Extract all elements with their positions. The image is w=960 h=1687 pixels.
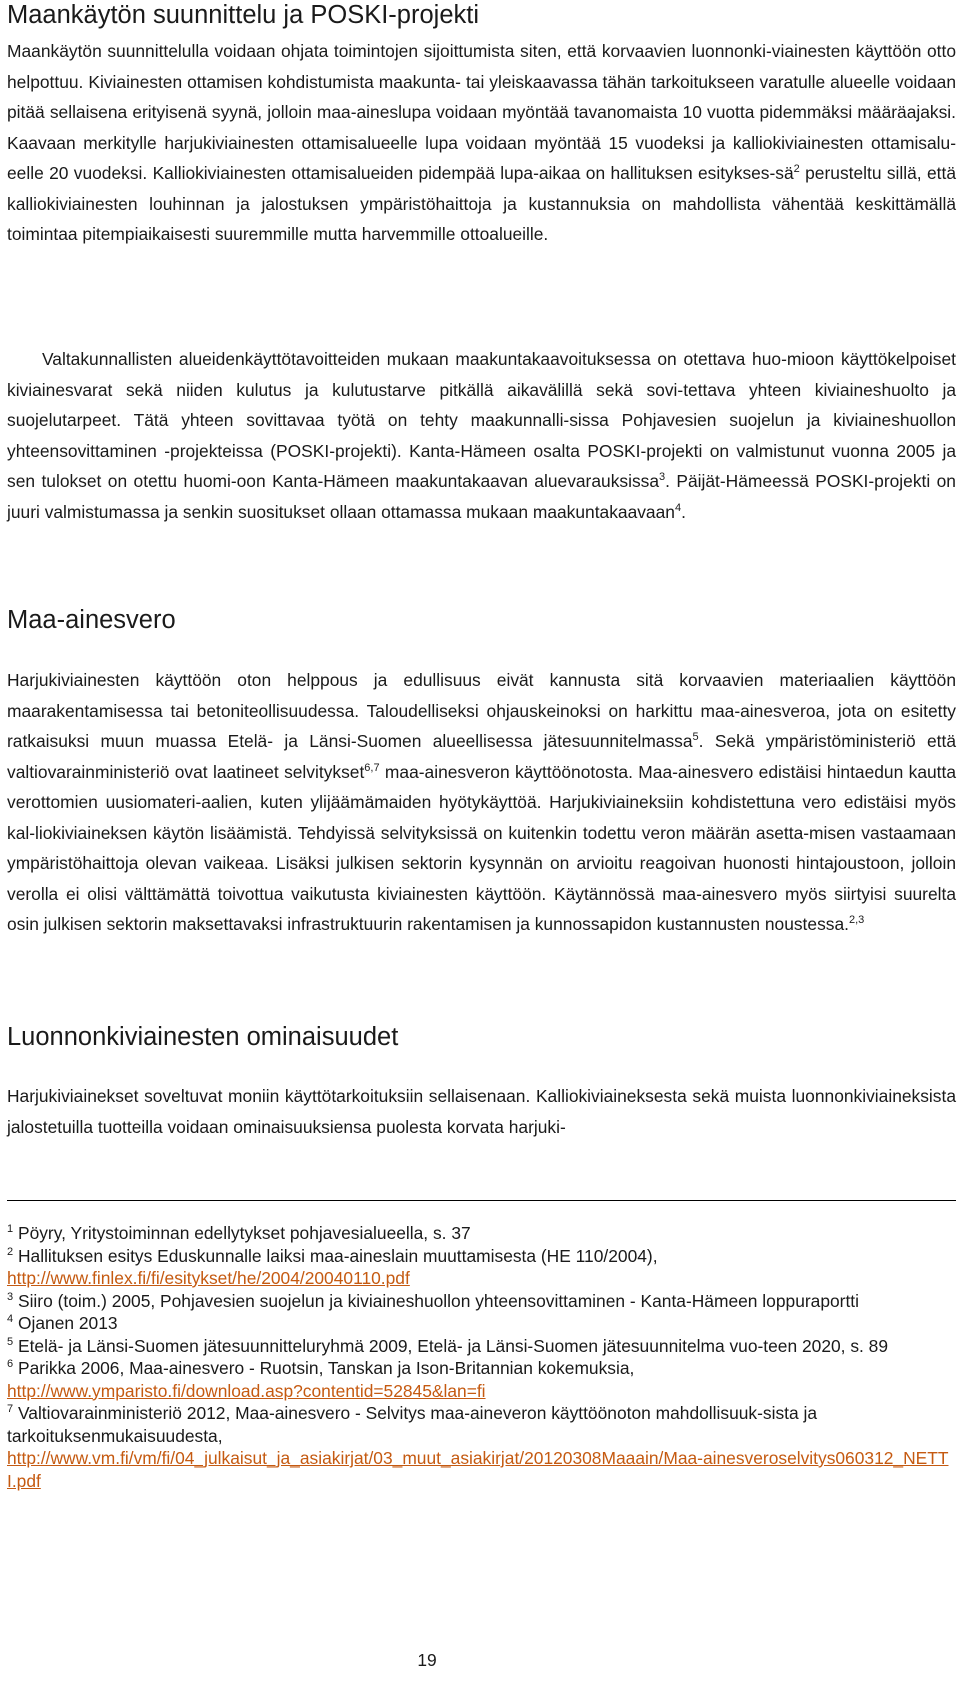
text-run: . Sekä ympäristöministeriö että valtiovarainministeriö ovat laatineet selvitykset	[7, 731, 956, 782]
footnote-2	[7, 1245, 956, 1290]
footnote-ref: 5	[692, 731, 699, 743]
footnote-3	[7, 1290, 956, 1313]
section-heading-poski: Maankäytön suunnittelu ja POSKI-projekti	[7, 1, 479, 29]
footnote-ref: 2	[793, 163, 800, 175]
footnote-ref: 3	[659, 471, 666, 483]
footnote-link[interactable]: http://www.finlex.fi/fi/esitykset/he/2004/20040110.pdf	[7, 1268, 410, 1288]
footnote-ref: 6,7	[364, 761, 380, 774]
footnote-link[interactable]: http://www.ymparisto.fi/download.asp?contentid=52845&lan=fi	[7, 1380, 486, 1401]
paragraph-poski-2	[7, 344, 956, 527]
footnote-number: 5	[7, 1335, 14, 1348]
footnote-number: 1	[7, 1223, 14, 1235]
footnote-7	[7, 1402, 956, 1492]
text-run: .	[681, 501, 686, 522]
footnote-number: 3	[7, 1290, 14, 1303]
footnote-number: 2	[7, 1245, 14, 1258]
paragraph-vero	[7, 665, 956, 940]
footnote-number: 7	[7, 1403, 14, 1415]
footnote-text: Etelä- ja Länsi-Suomen jätesuunnitteluryhmä 2009, Etelä- ja Länsi-Suomen jätesuunnitelma vuo-teen 2020, s. 89	[17, 1335, 889, 1356]
footnote-link[interactable]: http://www.vm.fi/vm/fi/04_julkaisut_ja_asiakirjat/03_muut_asiakirjat/20120308Maaain/Maa-ainesveroselvitys060312_NETTI.pdf	[7, 1448, 949, 1491]
footnote-text: Ojanen 2013	[17, 1313, 118, 1333]
footnote-4	[7, 1312, 956, 1335]
footnote-text: Pöyry, Yritystoiminnan edellytykset pohjavesialueella, s. 37	[17, 1223, 471, 1243]
footnote-1	[7, 1222, 956, 1245]
footnote-number: 4	[7, 1313, 14, 1325]
footnote-text: Parikka 2006, Maa-ainesvero - Ruotsin, Tanskan ja Ison-Britannian kokemuksia,	[17, 1358, 635, 1378]
paragraph-poski-1	[7, 36, 956, 250]
footnote-5	[7, 1335, 956, 1358]
footnote-6	[7, 1357, 956, 1402]
section-heading-ominaisuudet: Luonnonkiviainesten ominaisuudet	[7, 1023, 399, 1051]
footnotes	[7, 1222, 956, 1492]
text-run: Valtakunnallisten alueidenkäyttötavoitteiden mukaan maakuntakaavoituksessa on otettava huo-mioon käyttökelpoiset kiviainesvarat sekä niiden kulutus ja kulutustarve pitkällä aikavälillä sekä sovi-tettava yhteen kiviaineshuolto ja suojelutarpeet. Tätä yhteen sovittavaa työtä on tehty maakunnalli-sissa Pohjavesien suojelun ja kiviaineshuollon yhteensovittaminen -projekteissa (POSKI-projekti). Kanta-Hämeen osalta POSKI-projekti on valmistunut vuonna 2005 ja sen tulokset on otettu huomi-oon Kanta-Hämeen maakuntakaavan aluevarauksissa	[7, 349, 956, 491]
text-run: Harjukiviainesten käyttöön oton helppous ja edullisuus eivät kannusta sitä korvaavien materiaalien käyttöön maarakentamisessa tai betoniteollisuudessa. Taloudelliseksi ohjauskeinoksi on harkittu maa-ainesveroa, jota on esitetty ratkaisuksi muun muassa Etelä- ja Länsi-Suomen alueellisessa jätesuunnitelmassa	[7, 670, 956, 751]
text-run: Maankäytön suunnittelulla voidaan ohjata toimintojen sijoittumista siten, että korvaavien luonnonki-viainesten käyttöön otto helpottuu. Kiviainesten ottamisen kohdistumista maakunta- tai yleiskaavassa tähän tarkoitukseen varatulle alueelle voidaan pitää sellaisena erityisenä syynä, jolloin maa-aineslupa voidaan myöntää tavanomaista 10 vuotta pidemmäksi määräajaksi. Kaavaan merkitylle harjukiviainesten ottamisalueelle lupa voidaan myöntää 15 vuodeksi ja kalliokiviainesten ottamisalu-eelle 20 vuodeksi. Kalliokiviainesten ottamisalueiden pidempää lupa-aikaa on hallituksen esitykses-sä	[7, 41, 956, 183]
footnote-ref: 4	[674, 501, 682, 514]
footnote-ref: 2,3	[848, 914, 865, 926]
text-run: . Päijät-Hämeessä POSKI-projekti on juuri valmistumassa ja senkin suositukset ollaan ottamassa mukaan maakuntakaavaan	[7, 471, 956, 522]
text-run: maa-ainesveron käyttöönotosta. Maa-ainesvero edistäisi hintaedun kautta verottomien uusiomateri-aalien, kuten ylijäämämaiden hyötykäyttöä. Harjukiviaineksiin kohdistettuna vero edistäisi myös kal-liokiviaineksen käytön lisäämistä. Tehdyissä selvityksissä on kuitenkin todettu veron määrän asetta-misen vastaamaan ympäristöhaittoja olevan vaikeaa. Lisäksi julkisen sektorin kysynnän on arvioitu reagoivan huonosti hintajoustoon, jolloin verolla ei olisi välttämättä toivottua vaikutusta kiviainesten käyttöön. Käytännössä maa-ainesvero myös siirtyisi suurelta osin julkisen sektorin maksettavaksi infrastruktuurin rakentamisen ja kunnossapidon kustannusten noustessa.	[7, 761, 956, 934]
text-run: perusteltu sillä, että kalliokiviainesten louhinnan ja jalostuksen ympäristöhaittoja ja kustannuksia on mahdollista vähentää keskittämällä toimintaa pitempiaikaisesti suuremmille mutta harvemmille ottoalueille.	[7, 163, 956, 244]
footnote-text: Valtiovarainministeriö 2012, Maa-ainesvero - Selvitys maa-aineveron käyttöönoton mahdollisuuk-sista ja tarkoituksenmukaisuudesta,	[7, 1403, 818, 1446]
footnote-number: 6	[7, 1358, 14, 1370]
footnote-text: Siiro (toim.) 2005, Pohjavesien suojelun ja kiviaineshuollon yhteensovittaminen - Kanta-Hämeen loppuraportti	[17, 1290, 859, 1311]
paragraph-ominaisuudet: Harjukiviainekset soveltuvat moniin käyttötarkoituksiin sellaisenaan. Kalliokiviaineksesta sekä muista luonnonkiviaineksista jalostetuilla tuotteilla voidaan ominaisuuksiensa puolesta korvata harjuki-	[7, 1086, 956, 1137]
footnote-separator	[7, 1200, 956, 1201]
footnote-text: Hallituksen esitys Eduskunnalle laiksi maa-aineslain muuttamisesta (HE 110/2004),	[17, 1245, 658, 1266]
section-heading-vero: Maa-ainesvero	[7, 606, 176, 634]
page-number: 19	[417, 1650, 437, 1670]
